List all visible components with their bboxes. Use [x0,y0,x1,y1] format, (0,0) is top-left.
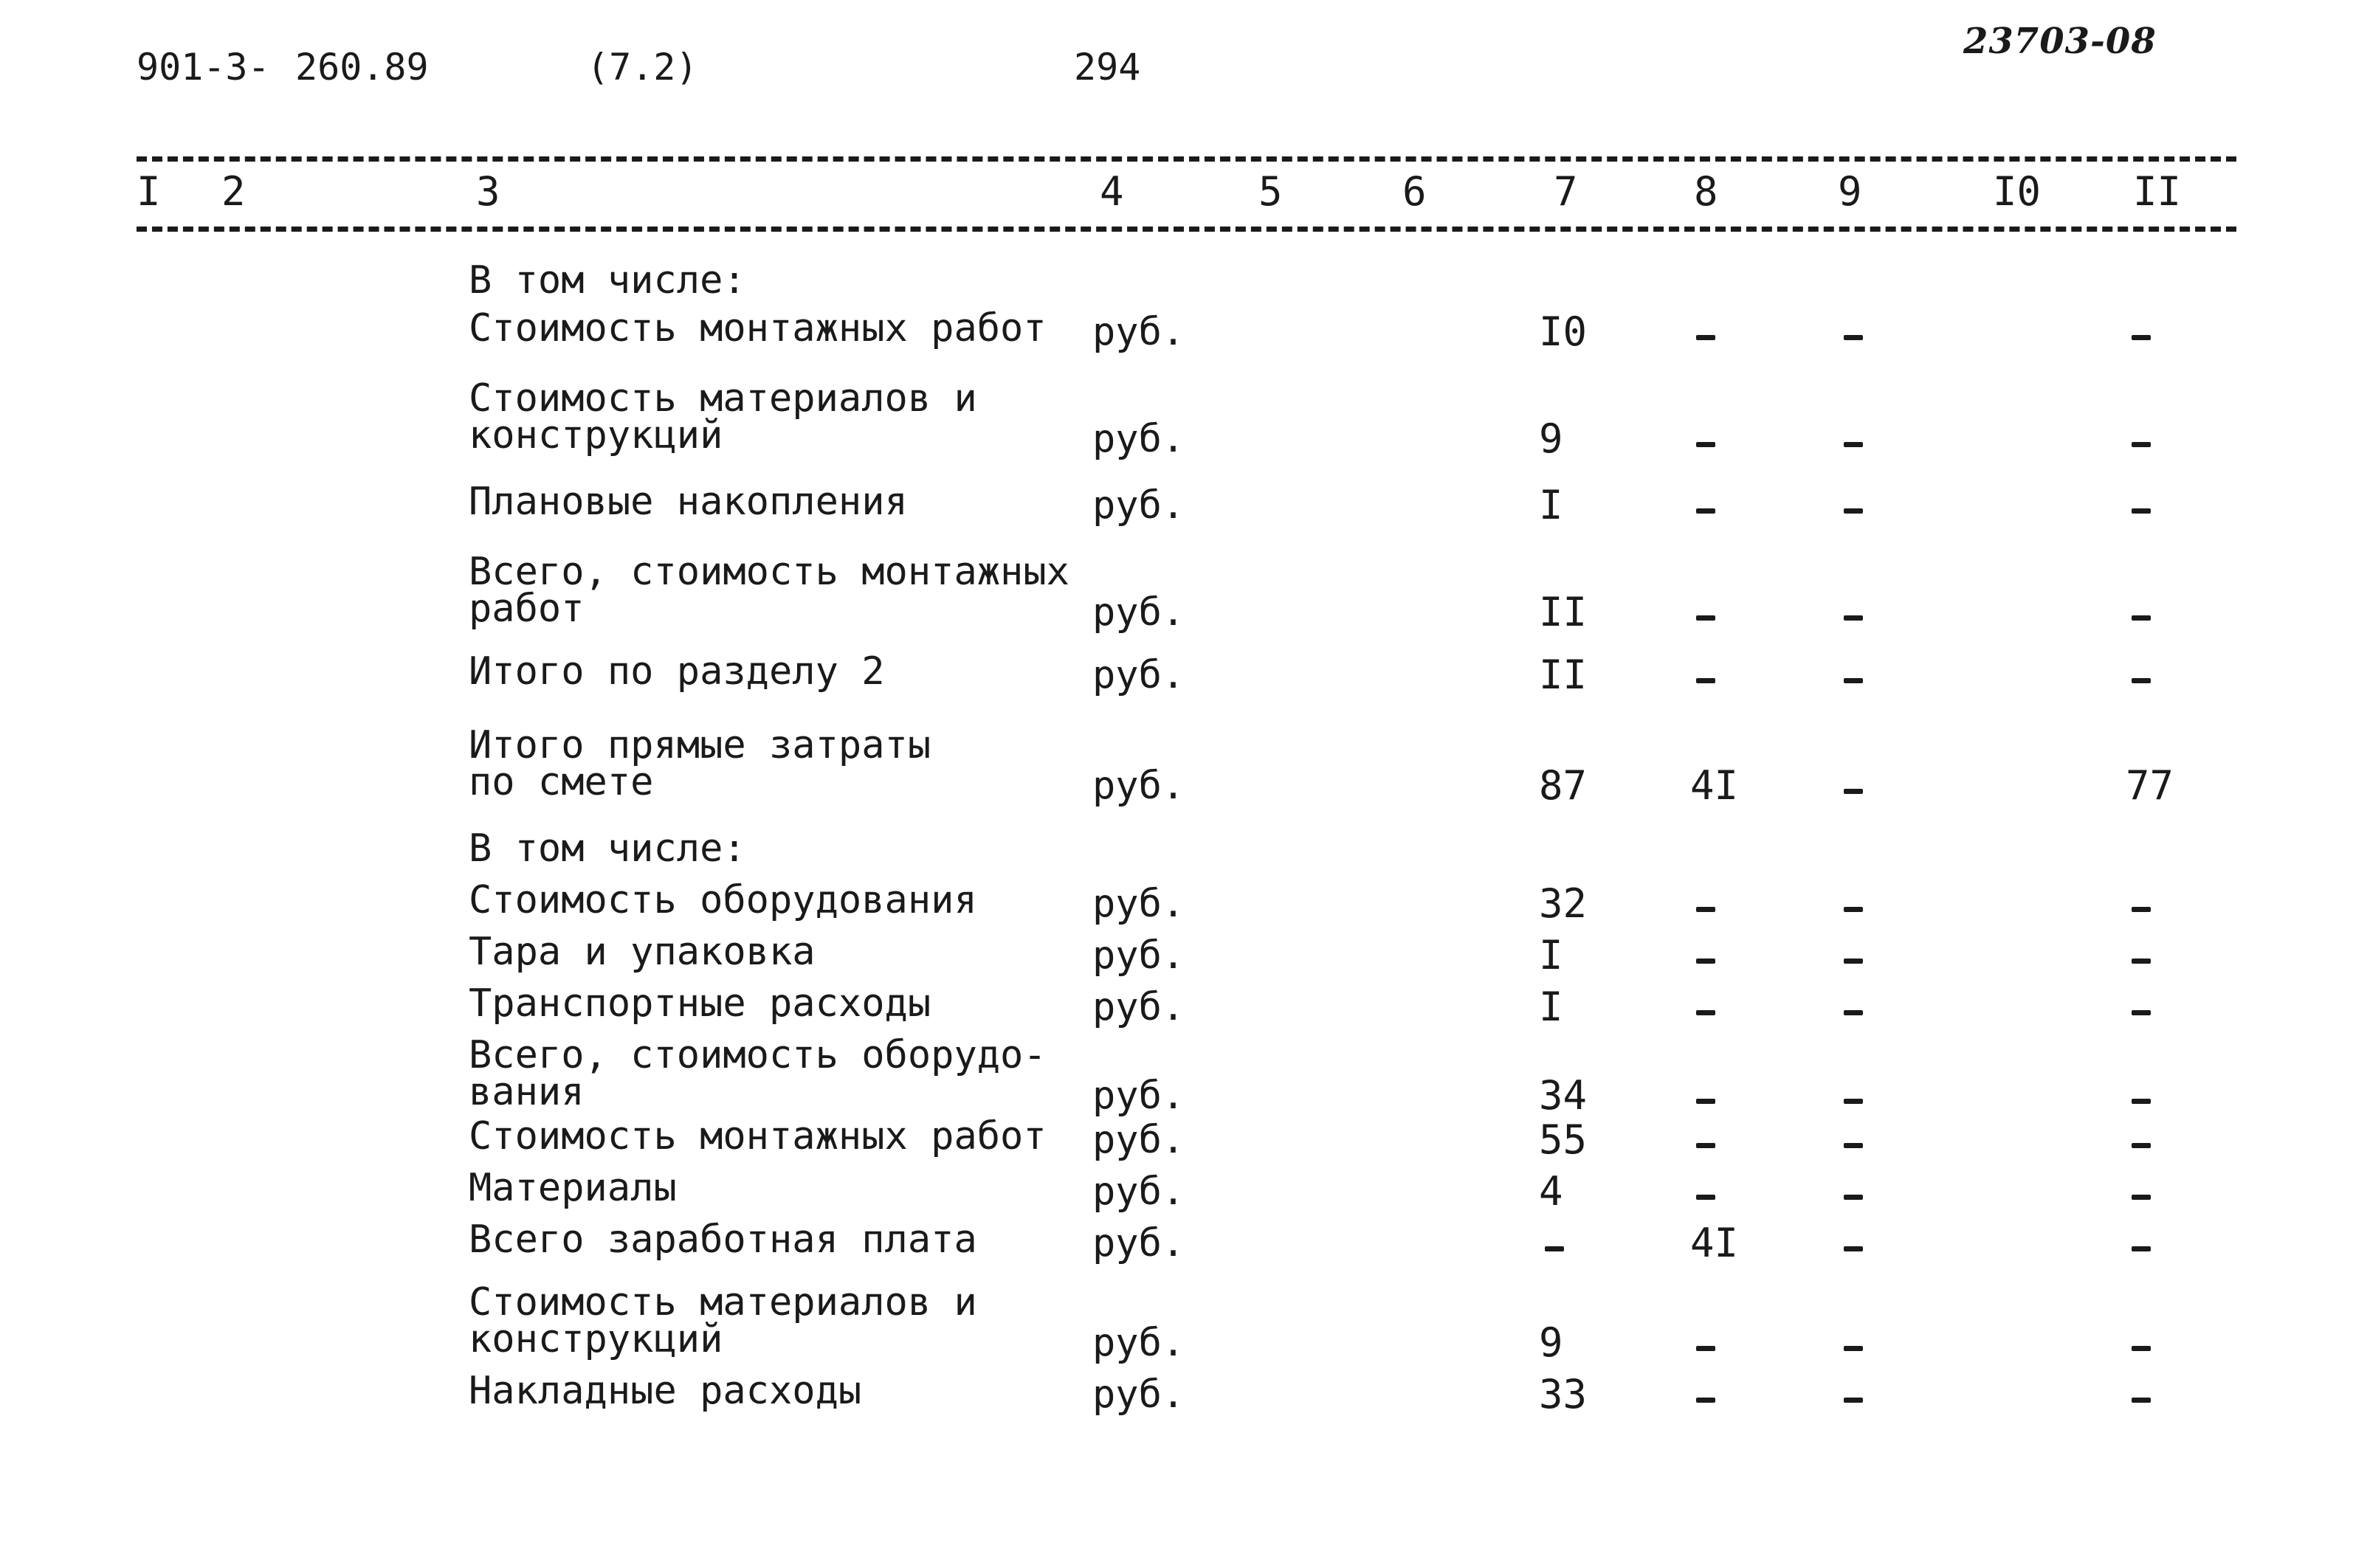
empty-cell-dash [1844,1099,1863,1104]
column-number: 4 [1100,168,1124,215]
empty-cell-dash [2132,678,2151,683]
row-label: вания [469,1070,585,1114]
empty-cell-dash [1696,1010,1715,1015]
column-number: I [137,168,161,215]
column-number: 3 [476,168,500,215]
column-number: 6 [1402,168,1427,215]
row-unit: руб. [1092,1118,1185,1162]
row-unit: руб. [1092,1074,1185,1118]
cell-value-c7: 9 [1539,1319,1563,1366]
row-label: Всего, стоимость монтажных [469,550,1069,594]
empty-cell-dash [2132,1195,2151,1200]
cell-value-c7: 33 [1539,1371,1588,1417]
empty-cell-dash [1696,1398,1715,1403]
cell-value-c7: I [1539,482,1563,528]
empty-cell-dash [1844,789,1863,794]
cell-value-c7: I [1539,984,1563,1030]
empty-cell-dash [1696,1143,1715,1148]
empty-cell-dash [1844,907,1863,912]
row-label: Стоимость оборудования [469,878,977,922]
empty-cell-dash [2132,1346,2151,1351]
handwritten-stamp: 23703-08 [1963,21,2157,62]
row-unit: руб. [1092,483,1185,528]
row-unit: руб. [1092,417,1185,461]
empty-cell-dash [1844,335,1863,340]
row-unit: руб. [1092,882,1185,926]
row-label: Стоимость монтажных работ [469,1114,1047,1158]
cell-value-c7: 32 [1539,880,1588,927]
empty-cell-dash [1696,678,1715,683]
empty-cell-dash [1696,907,1715,912]
empty-cell-dash [2132,1010,2151,1015]
empty-cell-dash [1844,1398,1863,1403]
row-label: Стоимость монтажных работ [469,306,1047,350]
row-label: Транспортные расходы [469,981,931,1026]
empty-cell-dash [2132,1398,2151,1403]
column-number: II [2133,168,2182,215]
empty-cell-dash [2132,335,2151,340]
row-label: Стоимость материалов и [469,1280,977,1324]
column-number: 9 [1838,168,1862,215]
column-number: 5 [1258,168,1283,215]
empty-cell-dash [1844,1346,1863,1351]
row-label: конструкций [469,1317,723,1361]
cell-value-c7: 9 [1539,415,1563,462]
section-number: (7.2) [587,46,698,89]
empty-cell-dash [1696,959,1715,964]
empty-cell-dash [2132,1246,2151,1251]
empty-cell-dash [2132,907,2151,912]
empty-cell-dash [1696,508,1715,514]
row-label: по смете [469,760,654,804]
cell-value-c7: 87 [1539,762,1588,809]
row-label: Материалы [469,1166,677,1210]
empty-cell-dash [1844,1010,1863,1015]
page-number: 294 [1074,46,1141,89]
row-label: Плановые накопления [469,480,908,524]
row-label: Итого прямые затраты [469,723,931,767]
column-number: 2 [221,168,246,215]
row-label: В том числе: [469,826,746,871]
row-label: Всего, стоимость оборудо- [469,1033,1047,1077]
empty-cell-dash [1696,615,1715,621]
cell-value-c7: 4 [1539,1168,1563,1215]
cell-value-c7: I0 [1539,308,1588,355]
empty-cell-dash [1844,959,1863,964]
document-code: 901-3- [137,46,270,89]
row-unit: руб. [1092,310,1185,354]
row-label: работ [469,587,585,631]
row-unit: руб. [1092,1372,1185,1417]
row-unit: руб. [1092,590,1185,635]
row-unit: руб. [1092,764,1185,808]
column-number: 8 [1694,168,1718,215]
cell-value-c7: 55 [1539,1116,1588,1163]
row-label: Итого по разделу 2 [469,649,885,694]
row-unit: руб. [1092,1221,1185,1265]
table-top-rule [137,156,2236,162]
empty-cell-dash [1844,1143,1863,1148]
cell-value-c11: 77 [2126,762,2174,809]
row-label: Накладные расходы [469,1369,862,1413]
empty-cell-dash [2132,1099,2151,1104]
row-label: Тара и упаковка [469,930,816,974]
empty-cell-dash [1696,1099,1715,1104]
row-label: В том числе: [469,258,746,303]
cell-value-c8: 4I [1690,762,1739,809]
cell-value-c7: II [1539,652,1588,698]
column-number: I0 [1993,168,2042,215]
row-label: конструкций [469,413,723,457]
cell-value-c8: 4I [1690,1220,1739,1266]
empty-cell-dash [2132,442,2151,447]
empty-cell-dash [1545,1246,1564,1251]
empty-cell-dash [2132,1143,2151,1148]
empty-cell-dash [1844,1195,1863,1200]
row-unit: руб. [1092,653,1185,697]
table-header-rule [137,227,2236,232]
row-label: Всего заработная плата [469,1218,977,1262]
empty-cell-dash [1696,442,1715,447]
empty-cell-dash [1696,1195,1715,1200]
empty-cell-dash [1844,508,1863,514]
row-label: Стоимость материалов и [469,376,977,421]
empty-cell-dash [1696,1346,1715,1351]
row-unit: руб. [1092,933,1185,978]
document-number: 260.89 [295,46,429,89]
cell-value-c7: II [1539,589,1588,635]
empty-cell-dash [1844,1246,1863,1251]
empty-cell-dash [1844,615,1863,621]
empty-cell-dash [2132,615,2151,621]
row-unit: руб. [1092,985,1185,1029]
empty-cell-dash [2132,508,2151,514]
empty-cell-dash [1696,335,1715,340]
column-number: 7 [1554,168,1578,215]
empty-cell-dash [1844,442,1863,447]
empty-cell-dash [2132,959,2151,964]
cell-value-c7: I [1539,932,1563,978]
cell-value-c7: 34 [1539,1072,1588,1119]
row-unit: руб. [1092,1321,1185,1365]
empty-cell-dash [1844,678,1863,683]
row-unit: руб. [1092,1170,1185,1214]
